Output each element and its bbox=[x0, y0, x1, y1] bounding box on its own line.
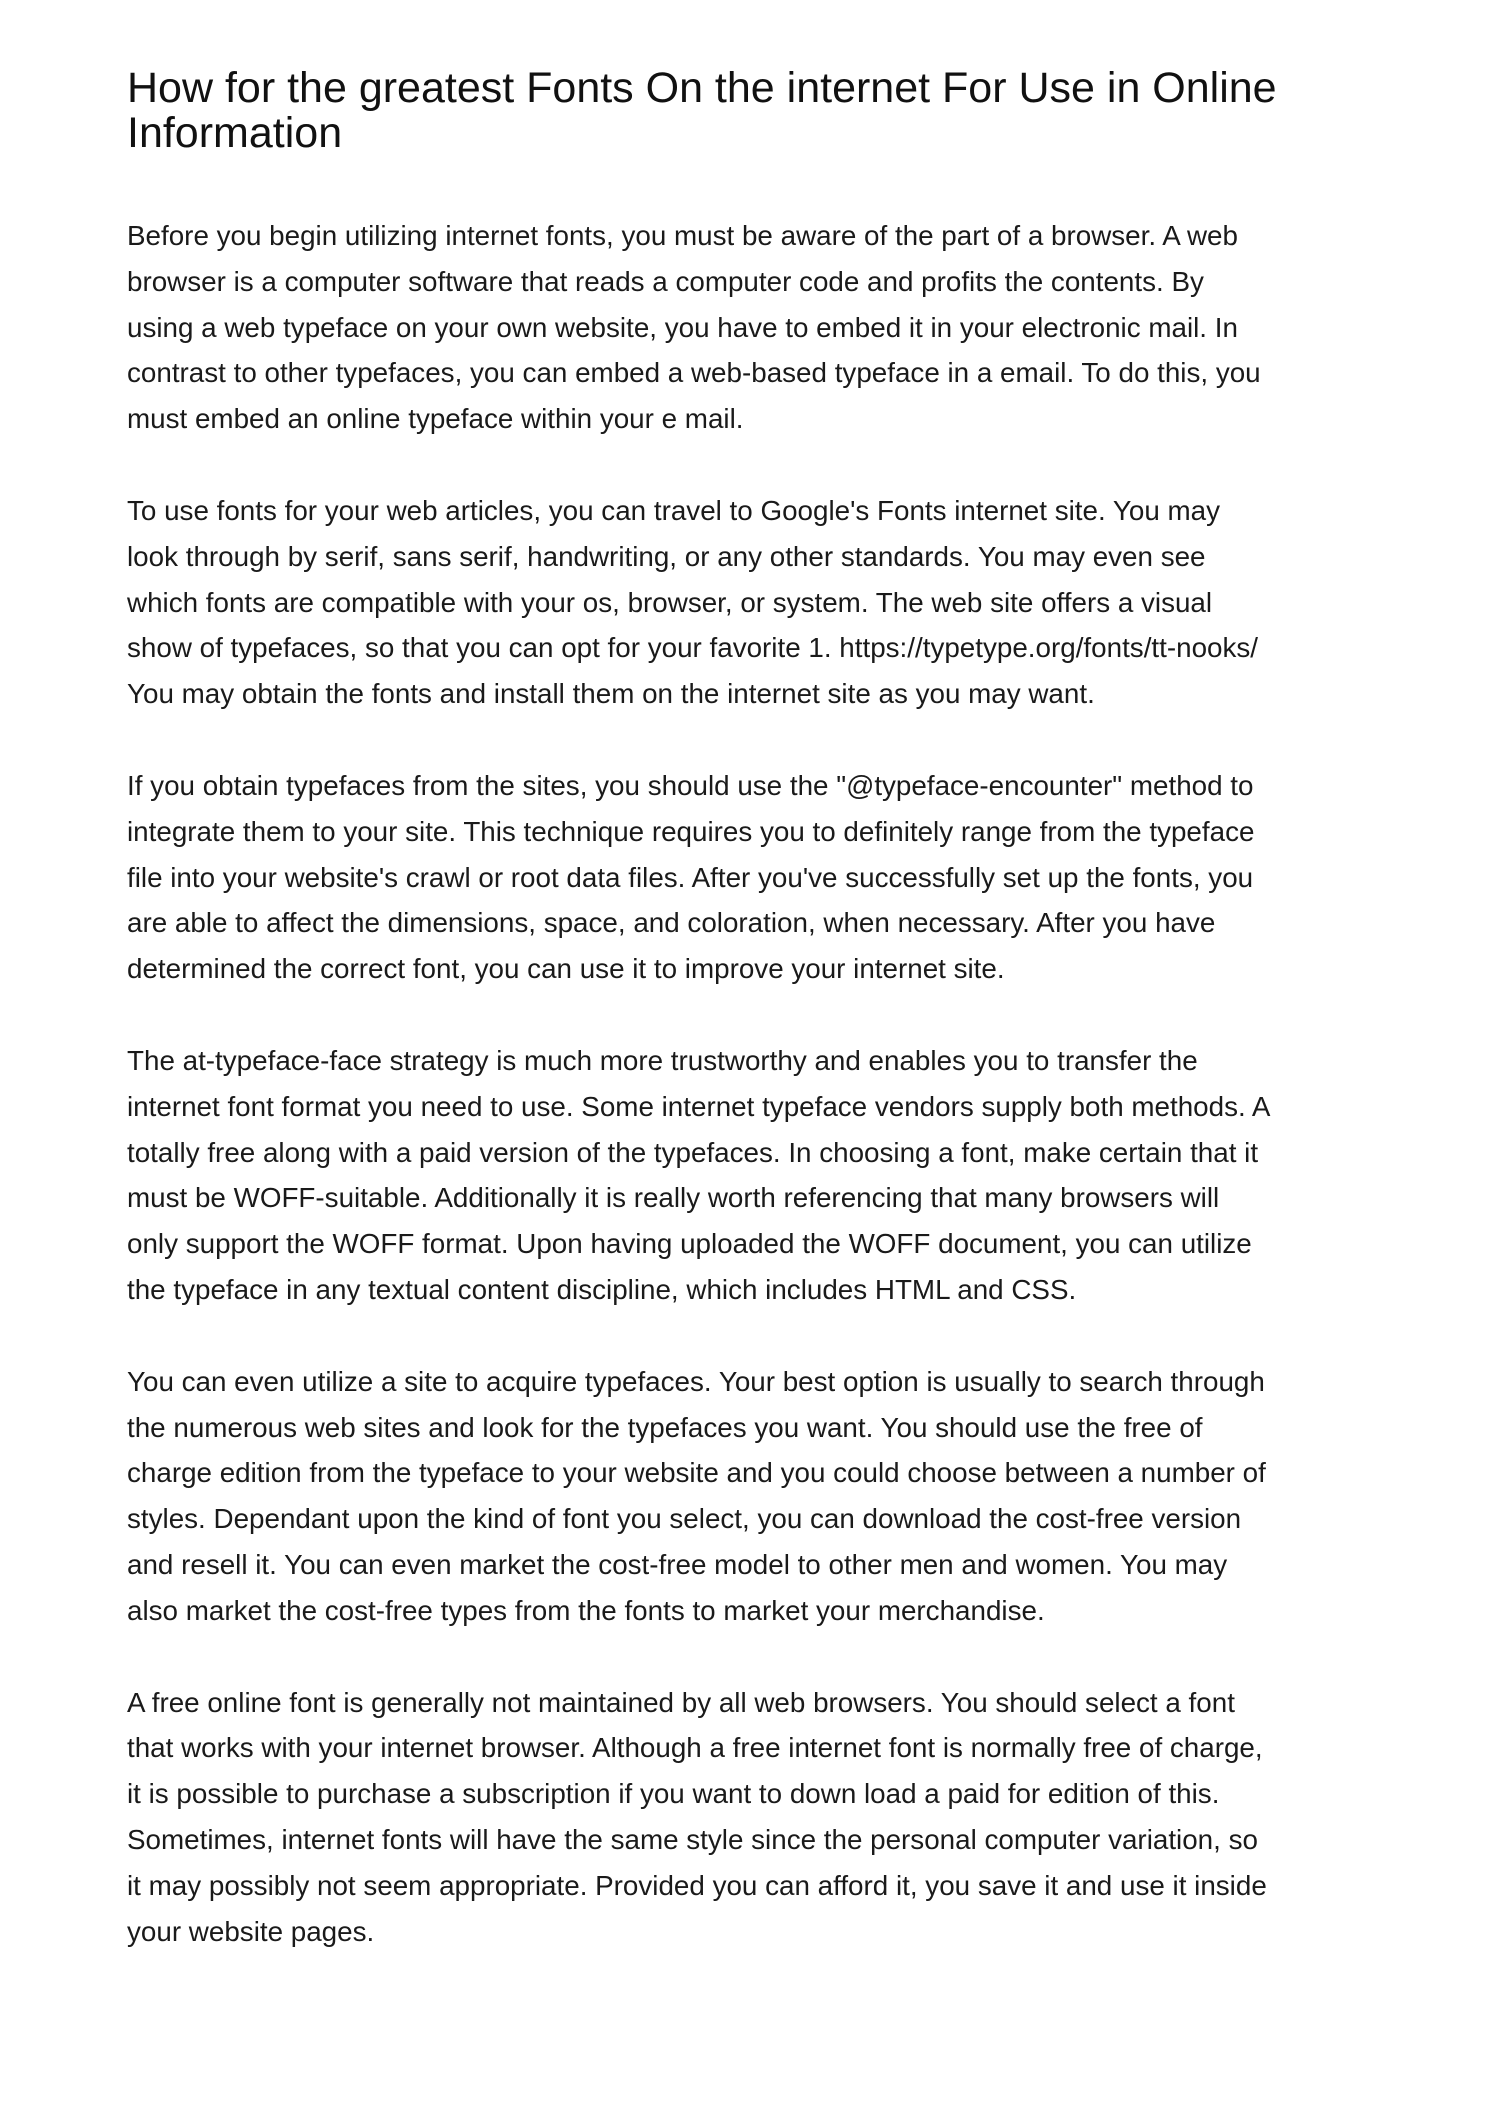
paragraph-line: using a web typeface on your own website, you have to embed it in your electronic mail. In bbox=[127, 311, 1238, 343]
paragraph-line: show of typefaces, so that you can opt for your favorite 1. https://typetype.org/fonts/tt-nooks/ bbox=[127, 632, 1259, 664]
paragraph-line: A free online font is generally not maintained by all web browsers. You should select a font bbox=[127, 1686, 1235, 1718]
paragraph-line: your website pages. bbox=[127, 1915, 375, 1947]
paragraph-line: file into your website's crawl or root data files. After you've successfully set up the fonts, you bbox=[127, 861, 1254, 893]
paragraph-line: determined the correct font, you can use it to improve your internet site. bbox=[127, 953, 1005, 985]
paragraph-line: totally free along with a paid version of the typefaces. In choosing a font, make certain that it bbox=[127, 1136, 1259, 1168]
paragraph-line: that works with your internet browser. Although a free internet font is normally free of charge, bbox=[127, 1732, 1263, 1764]
paragraph-line: To use fonts for your web articles, you can travel to Google's Fonts internet site. You may bbox=[127, 494, 1221, 526]
paragraph-line: styles. Dependant upon the kind of font you select, you can download the cost-free version bbox=[127, 1503, 1242, 1535]
paragraph-5 bbox=[127, 1359, 1387, 1634]
paragraph-2 bbox=[127, 488, 1387, 717]
paragraph-line: also market the cost-free types from the fonts to market your merchandise. bbox=[127, 1594, 1045, 1626]
paragraph-line: Sometimes, internet fonts will have the same style since the personal computer variation, so bbox=[127, 1823, 1258, 1855]
paragraph-line: are able to affect the dimensions, space, and coloration, when necessary. After you have bbox=[127, 907, 1216, 939]
paragraph-line: contrast to other typefaces, you can embed a web-based typeface in a email. To do this, you bbox=[127, 357, 1261, 389]
paragraph-line: the typeface in any textual content discipline, which includes HTML and CSS. bbox=[127, 1273, 1077, 1305]
paragraph-6 bbox=[127, 1680, 1387, 1955]
paragraph-line: look through by serif, sans serif, handwriting, or any other standards. You may even see bbox=[127, 540, 1206, 572]
paragraph-line: The at-typeface-face strategy is much more trustworthy and enables you to transfer the bbox=[127, 1044, 1198, 1076]
paragraph-3 bbox=[127, 763, 1387, 992]
paragraph-line: it is possible to purchase a subscription if you want to down load a paid for edition of this. bbox=[127, 1778, 1220, 1810]
document-body bbox=[127, 213, 1387, 2000]
paragraph-line: If you obtain typefaces from the sites, you should use the "@typeface-encounter" method to bbox=[127, 769, 1254, 801]
paragraph-line: only support the WOFF format. Upon having uploaded the WOFF document, you can utilize bbox=[127, 1228, 1252, 1260]
paragraph-line: browser is a computer software that reads a computer code and profits the contents. By bbox=[127, 265, 1204, 297]
paragraph-line: integrate them to your site. This technique requires you to definitely range from the typeface bbox=[127, 815, 1255, 847]
paragraph-line: must embed an online typeface within your e mail. bbox=[127, 403, 744, 435]
paragraph-line: internet font format you need to use. Some internet typeface vendors supply both methods. A bbox=[127, 1090, 1271, 1122]
paragraph-line: and resell it. You can even market the cost-free model to other men and women. You may bbox=[127, 1548, 1228, 1580]
paragraph-line: must be WOFF-suitable. Additionally it is really worth referencing that many browsers will bbox=[127, 1182, 1220, 1214]
paragraph-line: the numerous web sites and look for the typefaces you want. You should use the free of bbox=[127, 1411, 1203, 1443]
document-title: How for the greatest Fonts On the internet For Use in Online Information bbox=[127, 64, 1277, 157]
paragraph-line: Before you begin utilizing internet fonts, you must be aware of the part of a browser. A web bbox=[127, 220, 1238, 251]
paragraph-line: You can even utilize a site to acquire typefaces. Your best option is usually to search through bbox=[127, 1365, 1265, 1397]
paragraph-line: You may obtain the fonts and install them on the internet site as you may want. bbox=[127, 678, 1095, 710]
paragraph-line: it may possibly not seem appropriate. Provided you can afford it, you save it and use it inside bbox=[127, 1869, 1267, 1901]
paragraph-1 bbox=[127, 213, 1387, 442]
paragraph-line: charge edition from the typeface to your website and you could choose between a number of bbox=[127, 1457, 1266, 1489]
paragraph-line: which fonts are compatible with your os, browser, or system. The web site offers a visual bbox=[127, 586, 1213, 618]
paragraph-4 bbox=[127, 1038, 1387, 1313]
